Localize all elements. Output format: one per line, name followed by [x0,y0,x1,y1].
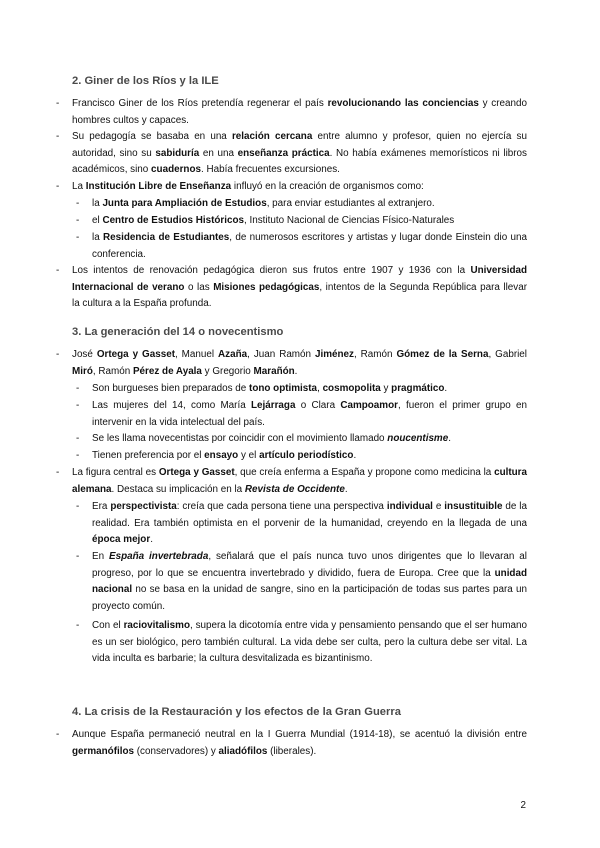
s3-bullet-1: - José Ortega y Gasset, Manuel Azaña, Juan Ramón Jiménez, Ramón Gómez de la Serna, Gabriel Miró, Ramón Pérez de Ayala y Gregorio Marañón. [56,349,527,377]
s2-bullet-3: - La Institución Libre de Enseñanza influyó en la creación de organismos como: [0,179,600,196]
s3-subbullet-7: - Con el raciovitalismo, supera la dicotomía entre vida y pensamiento pensando que el ser humano es un ser biológico, pero también cultural. La vida debe ser culta, pero la cultura debe ser vital. La vida inculta es barbarie; la cultura desvitalizada es bizantinismo. [76,620,527,665]
bullet-dash: - [76,232,80,243]
bullet-dash: - [76,433,80,444]
bullet-dash: - [56,98,60,109]
bullet-dash: - [56,467,60,478]
section-heading-2: 2. Giner de los Ríos y la ILE [72,75,219,87]
bullet-dash: - [76,383,80,394]
bullet-dash: - [76,400,80,411]
bullet-dash: - [76,551,80,562]
s4-bullet-1: - Aunque España permaneció neutral en la I Guerra Mundial (1914-18), se acentuó la división entre germanófilos (conservadores) y aliadófilos (liberales). [56,729,527,757]
bullet-dash: - [76,501,80,512]
section-heading-4: 4. La crisis de la Restauración y los efectos de la Gran Guerra [72,706,401,718]
s3-subbullet-5: - Era perspectivista: creía que cada persona tiene una perspectiva individual e insustituible de la realidad. Era también optimista en el porvenir de la humanidad, creyendo en la llegada de una época mejor. [76,501,527,546]
s3-subbullet-1: - Son burgueses bien preparados de tono optimista, cosmopolita y pragmático. [0,381,600,398]
s2-bullet-4: - Los intentos de renovación pedagógica dieron sus frutos entre 1907 y 1936 con la Universidad Internacional de verano o las Misiones pedagógicas, intentos de la Segunda República para llevar la cultura a la España profunda. [56,265,527,310]
s2-subbullet-2: - el Centro de Estudios Históricos, Instituto Nacional de Ciencias Físico-Naturales [0,213,600,230]
page-number: 2 [520,800,526,811]
s2-subbullet-3: - la Residencia de Estudiantes, de numerosos escritores y artistas y lugar donde Einstein dio una conferencia. [76,232,527,260]
s3-subbullet-6: - En España invertebrada, señalará que el país nunca tuvo unos dirigentes que lo llevaran al progreso, por lo que se encuentra invertebrado y dividido, fuera de Europa. Cree que la unidad nacional no se basa en la unidad de sangre, sino en la participación de todas sus partes para un proyecto común. [76,551,527,612]
section-heading-3: 3. La generación del 14 o novecentismo [72,326,284,338]
bullet-dash: - [76,450,80,461]
s2-bullet-1: - Francisco Giner de los Ríos pretendía regenerar el país revolucionando las conciencias y creando hombres cultos y capaces. [56,98,527,126]
bullet-dash: - [56,131,60,142]
bullet-dash: - [56,265,60,276]
s3-bullet-2: - La figura central es Ortega y Gasset, que creía enferma a España y propone como medicina la cultura alemana. Destaca su implicación en la Revista de Occidente. [56,467,528,495]
s3-subbullet-2: - Las mujeres del 14, como María Lejárraga o Clara Campoamor, fueron el primer grupo en intervenir en la vida intelectual del país. [76,400,527,428]
bullet-dash: - [76,620,80,631]
bullet-dash: - [76,215,80,226]
bullet-dash: - [56,729,60,740]
bullet-dash: - [76,198,80,209]
s3-subbullet-4: - Tienen preferencia por el ensayo y el artículo periodístico. [0,448,600,465]
s2-bullet-2: - Su pedagogía se basaba en una relación cercana entre alumno y profesor, quien no ejercía su autoridad, sino su sabiduría en una enseñanza práctica. No había exámenes memorísticos ni libros académicos, sino cuadernos. Había frecuentes excursiones. [56,131,527,176]
bullet-dash: - [56,349,60,360]
s3-subbullet-3: - Se les llama novecentistas por coincidir con el movimiento llamado noucentisme. [0,431,600,448]
bullet-dash: - [56,181,60,192]
s2-subbullet-1: - la Junta para Ampliación de Estudios, para enviar estudiantes al extranjero. [0,196,600,213]
